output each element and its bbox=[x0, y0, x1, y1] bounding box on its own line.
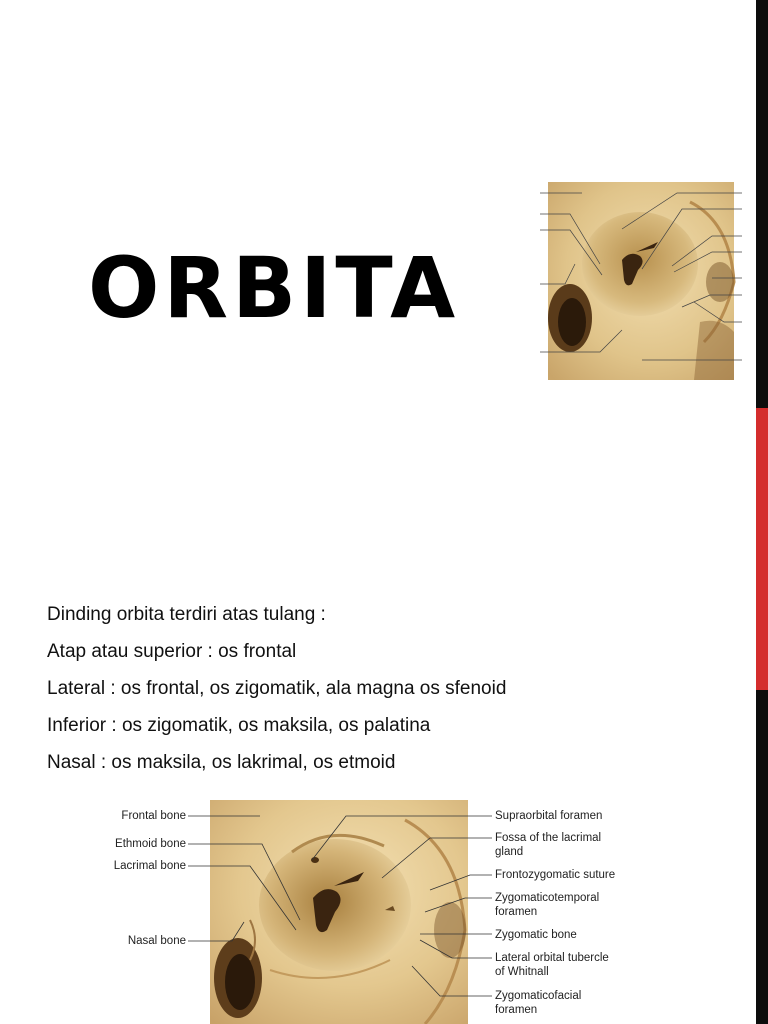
label-ethmoid-bone: Ethmoid bone bbox=[115, 838, 186, 850]
content-line: Nasal : os maksila, os lakrimal, os etmoid bbox=[47, 752, 396, 773]
label-supraorbital-foramen: Supraorbital foramen bbox=[495, 810, 603, 822]
content-line: Atap atau superior : os frontal bbox=[47, 641, 297, 662]
label-lacrimal-bone: Lacrimal bone bbox=[113, 860, 186, 872]
label-frontozygomatic-suture: Frontozygomatic suture bbox=[495, 869, 616, 881]
label-fossa-lacrimal-gland: Fossa of the lacrimal gland bbox=[495, 832, 602, 858]
label-nasal-bone: Nasal bone bbox=[127, 935, 186, 947]
content-line: Lateral : os frontal, os zigomatik, ala magna os sfenoid bbox=[47, 678, 507, 699]
slide-title: ORBITA bbox=[88, 239, 460, 337]
label-lateral-orbital-tubercle: Lateral orbital tubercle of Whitnall bbox=[495, 952, 609, 978]
content-line: Dinding orbita terdiri atas tulang : bbox=[47, 604, 326, 625]
label-zygomaticotemporal-foramen: Zygomaticotemporal foramen bbox=[495, 892, 600, 918]
label-zygomatic-bone: Zygomatic bone bbox=[495, 929, 577, 941]
content-line: Inferior : os zigomatik, os maksila, os palatina bbox=[47, 715, 431, 736]
label-zygomaticofacial-foramen: Zygomaticofacial foramen bbox=[495, 990, 582, 1016]
label-frontal-bone: Frontal bone bbox=[121, 810, 186, 822]
